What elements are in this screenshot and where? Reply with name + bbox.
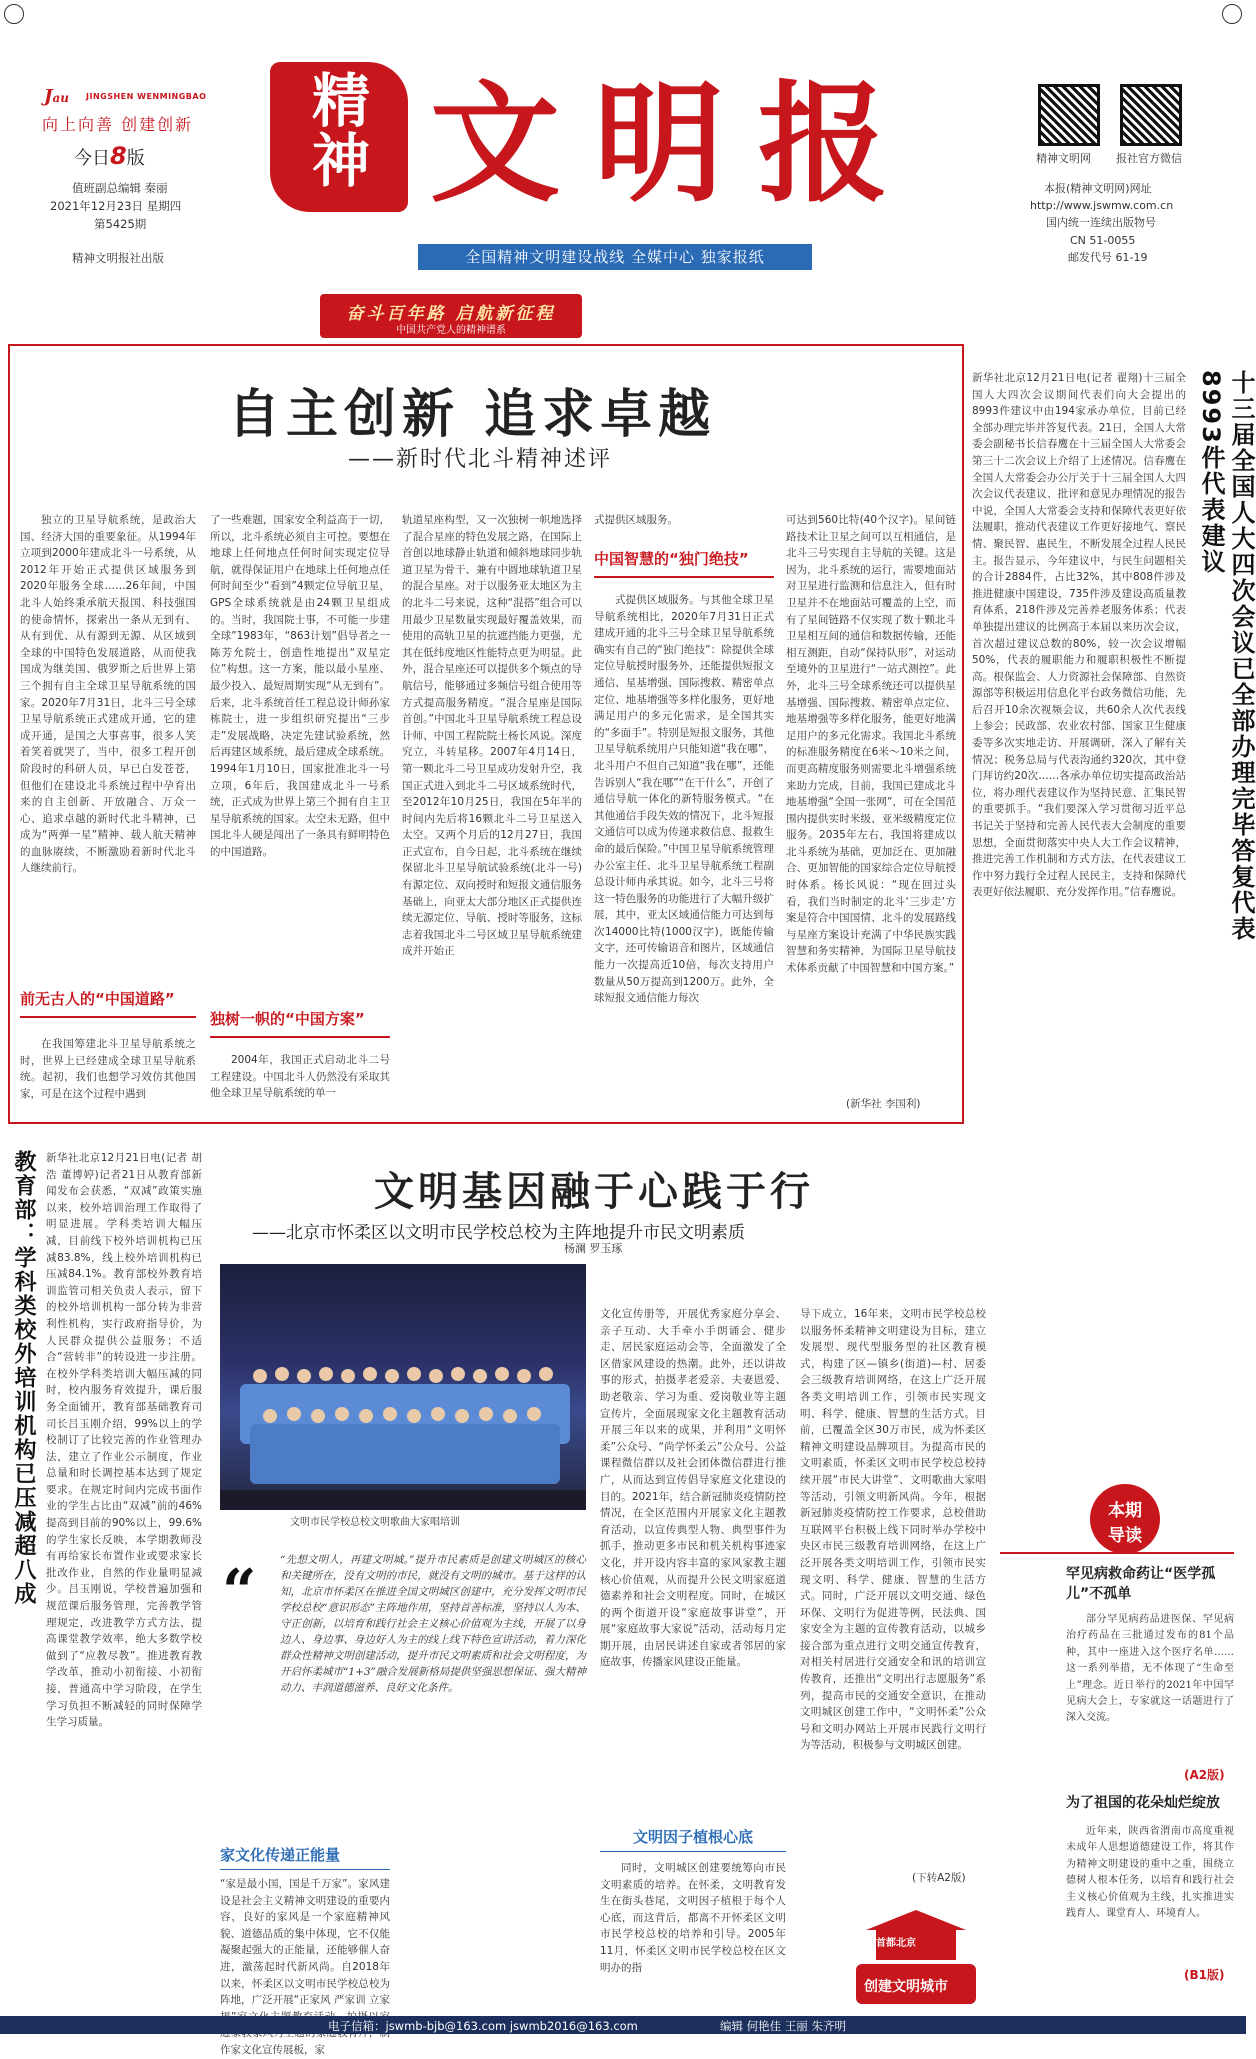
left-story-body bbox=[46, 1150, 202, 1990]
lead-title: 自主创新 追求卓越 bbox=[228, 384, 717, 445]
brand-pinyin: JINGSHEN WENMINGBAO bbox=[86, 92, 207, 101]
feature-subhead-1-text: 家文化传递正能量 bbox=[220, 1846, 341, 1864]
feature-col-1-text: “家是最小国，国是千万家”。家风建设是社会主义精神文明建设的重要内容，良好的家风是一个家庭精神风貌、道德品质的集中体现，它不仅能凝聚起强大的正能量，还能够催人奋进，激荡起时代新风尚。自2018年以来，怀柔区以文明市民学校总校为阵地，广泛开展“正家风 严家训 立家 作家文化宣传展板，家 bbox=[220, 1878, 390, 2056]
logo-line2: 创建文明城市 bbox=[864, 1979, 948, 1995]
feature-subhead-2 bbox=[600, 1826, 786, 1852]
lead-col-5-text: 可达到560比特(40个汉字)。星间链路技术让卫星之间可以互相通信，是北斗三号实现自主导航的关键。这是因为，北斗系统的运行，需要地面站对卫星进行监测和信息注入，但有时卫星并不在地面站可覆盖的上空，而有了星间链路不仅实现了数十颗北斗卫星相互间的通信和数据传输，还能相互测距，自动“保持队形”，对运动至境外的卫星进行“一站式测控”。此外，北斗三号全球系统还可以提供星基增强、国际搜救、精密单点定位、地基增强等多样化服务，能更好地满足用户的多元化需求。我国北斗系统的标准服务精度在6米～10米之间，而更高精度服务则需要北斗增强系统来助力完成，目前，我国已建成北斗地基增强“全国一张网”，可在全国范围内提供实时米级、亚米级精度定位服务。2035年左右，我国将建成以北斗系统为基础，更加泛在、更加融合、更加智能的国家综合定位导航授时体系。杨长风说：“现在回过头看，我们当时制定的北斗‘三步走’方案是符合中国国情、北斗的发展路线与星座方案设计充满了中华民族实践智慧和务实精神，为国际卫星导航技术体系贡献了中国智慧和中国方案。” bbox=[786, 514, 956, 975]
feature-continue: (下转A2版) bbox=[912, 1872, 966, 1884]
site-url[interactable]: http://www.jswmw.com.cn bbox=[1030, 199, 1174, 212]
lead-subtitle: ——新时代北斗精神述评 bbox=[348, 447, 613, 472]
post-code: 邮发代号 61-19 bbox=[1068, 251, 1148, 264]
column-banner bbox=[320, 294, 582, 338]
choir-photo-illustration bbox=[220, 1264, 586, 1510]
column-banner-title: 奋斗百年路 启航新征程 bbox=[346, 304, 556, 324]
qr-code-site[interactable] bbox=[1038, 84, 1100, 146]
feature-photo-caption: 文明市民学校总校文明歌曲大家唱培训 bbox=[290, 1517, 460, 1528]
lead-col-2-text: 了一些难题，国家安全利益高于一切，所以，北斗系统必须自主可控。要想在地球上任何地点任何时间实现定位导航，就得保证用户在地球上任何地点任何时间至少“看到”4颗定位导航卫星，GPS全球系统就是由24颗卫星组成的。当时，我国院士事，不可能一步建全球”1983年，“863计划”倡导者之一陈芳允院士，创造性地提出“双星定位”构想。这一方案，能以最小星座、最少投入、最短周期实现“从无到有”。后来，北斗系统首任工程总设计师孙家栋院士，进一步组织研究提出“三步走”发展战略，决定先建试验系统，然后再建区域系统，最后建成全球系统。1994年1月10日，国家批准北斗一号立项，6年后，我国建成北斗一号系统，正式成为世界上第三个拥有自主卫星导航系统的国家。太空未无路，但中国北斗人硬是闯出了一条具有鲜明特色的中国道路。 bbox=[210, 514, 390, 858]
lead-col-2b bbox=[210, 1052, 390, 1116]
feature-subhead-1 bbox=[220, 1844, 390, 1870]
feature-quote-text: “先想文明人，再建文明城。”提升市民素质是创建文明城区的核心和关键所在，没有文明的市民，就没有文明的城市。基于这样的认知，北京市怀柔区在推进全国文明城区创建中，充分发挥文明市民学校总校“意识形态”主阵地作用，坚持首善标准，坚持以人为本、守正创新，以培育和践行社会主义核心价值观为主线，开展了以身边人、身边事、身边好人为主的线上线下特色宣讲活动，着力深化群众性精神文明创建活动，提升市民文明素质和社会文明程度，为开启怀柔城市“1+3”融合发展新格局提供坚强思想保证、强大精神动力、丰润道德滋养、良好文化条件。 bbox=[280, 1554, 586, 1694]
footer-editor: 编辑 何艳佳 王丽 朱齐明 bbox=[720, 2019, 846, 2033]
lead-subhead-1-text: 前无古人的“中国道路” bbox=[20, 990, 175, 1008]
lead-subhead-2 bbox=[210, 1008, 390, 1038]
lead-col-3-text: 轨道星座构型，又一次独树一帜地选择了混合星座的特色发展之路，在国际上首创以地球静止轨道和倾斜地球同步轨道卫星为骨干、兼有中圆地球轨道卫星的混合星座。对于以服务亚太地区为主的北斗二号来说，这种“混搭”组合可以用最少卫星数量实现最好覆盖效果，而使用的高轨卫星的抗遮挡能力更强，尤其在低纬度地区性能特点更为明显。此外，混合星座还可以提供多个频点的导航信号，能够通过多频信号组合使用等方式提高服务精度。“混合星座是国际首创。”中国北斗卫星导航系统工程总设计师、中国工程院院士杨长风说。深度究立，斗转星移。2007年4月14日，第一颗北斗二号卫星成功发射升空，我国正式进入到北斗二号区域系统时代，至2012年10月25日，我国在5年半的时间内先后将16颗北斗二号卫星送入太空。又两个月后的12月27日，我国正式宣布，自今日起，北斗系统在继续保留北斗卫星导航试验系统(北斗一号)有源定位、双向授时和短报文通信服务基础上，向亚太大部分地区正式提供连续无源定位、导航、授时等服务，这标志着我国北斗二号区域卫星导航系统建成并开始正 bbox=[402, 514, 582, 958]
guide-item-2-page[interactable]: (B1版) bbox=[1184, 1968, 1225, 1982]
banner-text: 全国精神文明建设战线 全媒中心 独家报纸 bbox=[465, 248, 765, 266]
feature-col-2 bbox=[600, 1306, 786, 1820]
logo-line1: 首都北京 bbox=[876, 1938, 916, 1949]
quote-mark-icon: “ bbox=[222, 1557, 257, 1627]
masthead-banner bbox=[418, 244, 812, 270]
publisher: 精神文明报社出版 bbox=[72, 251, 164, 265]
feature-col-1 bbox=[220, 1876, 390, 2056]
issue-date: 2021年12月23日 星期四 bbox=[50, 199, 182, 213]
guide-badge-line2: 导读 bbox=[1108, 1526, 1142, 1546]
right-story-title: 十三届全国人大四次会议已全部办理完毕答复代表8993件代表建议 bbox=[1197, 370, 1255, 942]
qr-label-site: 精神文明网 bbox=[1036, 152, 1091, 165]
feature-authors: 杨澜 罗玉琢 bbox=[564, 1242, 623, 1255]
site-line1: 本报(精神文明网)网址 bbox=[1044, 182, 1152, 195]
left-story-text: 新华社北京12月21日电(记者 胡浩 董博婷)记者21日从教育部新闻发布会获悉，“双减”政策实施以来，校外培训治理工作取得了明显进展。学科类培训大幅压减，目前线下校外培训机构已压减83.8%，线上校外培训机构已压减84.1%。教育部校外教育培训监管司相关负责人表示，留下的校外培训机构一部分转为非营利性机构，实行政府指导价，为人民群众提供公益服务；不适合“营转非”的转设进一步注册。在校外学科类培训大幅压减的同时，校内服务育效提升，课后服务全面铺开，教育部基础教育司司长吕玉刚介绍，99%以上的学校制订了比较完善的作业管理办法，建立了作业公示制度，作业总量和时长调控基本达到了规定要求。在规定时间内完成书面作业的学生占比由“双减”前的46%提高到目前的90%以上，99.6%的学生家长反映，本学期教师没有再给家长布置作业或要求家长批改作业，自然的作业量明显减少。吕玉刚说，学校普遍加强和规范课后服务管理，完善教学管理规定，改进教学方式方法，提高课堂教学效率，绝大多数学校做到了“应教尽教”。推进教育教学改革，推动小初衔接、小初衔接，普通高中学习阶段，在学生学习负担不断减轻的同时保障学生学习质量。 bbox=[46, 1152, 202, 1729]
feature-subhead-2-text: 文明因子植根心底 bbox=[632, 1828, 753, 1846]
slogan: 向上向善 创建创新 bbox=[42, 115, 194, 134]
masthead-title-big: 文明报 bbox=[430, 67, 923, 220]
guide-item-1-page[interactable]: (A2版) bbox=[1184, 1768, 1225, 1782]
feature-photo bbox=[220, 1264, 586, 1510]
editor-line: 值班副总编辑 秦丽 bbox=[72, 181, 168, 195]
registration-mark-top-left bbox=[4, 4, 24, 24]
today-pages: 今日8版 bbox=[74, 142, 145, 170]
lead-col-3 bbox=[402, 512, 582, 1114]
lead-col-2b-text: 2004年，我国正式启动北斗二号工程建设。中国北斗人仍然没有采取其他全球卫星导航系统的单一 bbox=[210, 1054, 390, 1100]
feature-col-1-top bbox=[396, 1818, 398, 1828]
lead-col-1b-text: 在我国筹建北斗卫星导航系统之时，世界上已经建成全球卫星导航系统。起初，我们也想学习效仿其他国家，可是在这个过程中遇到 bbox=[20, 1038, 196, 1100]
guide-item-1-body: 部分罕见病药品进医保、罕见病治疗药品在三批通过发布的81个品种，其中一座进入这个医疗名单……这一系列举措，无不体现了“生命至上”理念。近日举行的2021年中国罕见病大会上，专家就这一话题进行了深入交流。 bbox=[1066, 1614, 1234, 1724]
lead-col-1-text: 独立的卫星导航系统，是政治大国、经济大国的重要象征。从1994年立项到2000年建成北斗一号系统，从2012年开始正式提供区域服务到2020年服务全球……26年间，中国北斗人始终秉承航天报国、科技强国的使命情怀，探索出一条从无到有、从有到优、从有源到无源、从区域到全球的中国特色发展道路，从而使我国成为继美国、俄罗斯之后世界上第三个拥有自主全球卫星导航系统的国家。2020年7月31日，北斗三号全球卫星导航系统正式建成开通，它的建成开通，是国之大事喜事，很多人笑着笑着就哭了，当中，很多工程开创阶段时的科研人员，早已白发苍苍，但他们在建设北斗系统过程中孕育出来的自主创新、开放融合、万众一心、追求卓越的新时代北斗精神，已成为“两弹一星”精神、载人航天精神的血脉赓续，不断激励着新时代北斗人继续前行。 bbox=[20, 514, 196, 875]
lead-credit: (新华社 李国利) bbox=[846, 1098, 921, 1110]
lead-col-5 bbox=[786, 512, 956, 1092]
lead-col-2 bbox=[210, 512, 390, 1002]
qr-code-wechat[interactable] bbox=[1120, 84, 1182, 146]
lead-subhead-3 bbox=[594, 548, 774, 578]
lead-subhead-2-text: 独树一帜的“中国方案” bbox=[210, 1010, 365, 1028]
lead-subhead-1 bbox=[20, 988, 196, 1018]
site-line2: 国内统一连续出版物号 bbox=[1046, 216, 1156, 229]
right-story-body bbox=[972, 370, 1186, 1310]
lead-col-4-lead: 式提供区域服务。 bbox=[594, 514, 678, 526]
guide-item-1 bbox=[1066, 1612, 1234, 1762]
lead-col-4 bbox=[594, 592, 774, 1114]
left-story-title: 教育部：学科类校外培训机构已压减超八成 bbox=[11, 1150, 36, 1606]
lead-col-1b bbox=[20, 1036, 196, 1114]
lead-col-4a bbox=[594, 512, 774, 532]
guide-item-2-body: 近年来，陕西省渭南市高度重视未成年人思想道德建设工作，将其作为精神文明建设的重中之重，围绕立德树人根本任务，以培育和践行社会主义核心价值观为主线，扎实推进实践育人、课堂育人、环境育人。 bbox=[1066, 1826, 1234, 1920]
cn-number: CN 51-0055 bbox=[1070, 234, 1136, 247]
masthead-title-small: 精神 bbox=[302, 70, 370, 190]
lead-subhead-3-text: 中国智慧的“独门绝技” bbox=[594, 550, 749, 568]
feature-col-2-text: 文化宣传册等，开展优秀家庭分享会、亲子互动、大手牵小手朗诵会、健步走、居民家庭运动会等，全面激发了全区借家风建设的热潮。此外，还以讲故事的形式，拍摄孝老爱亲、夫妻恩爱、助老敬亲、学习为重、爱岗敬业等主题宣传片，全面展现家文化主题教育活动开展三年以来的成果，并利用“文明怀柔”公众号、“尚学怀柔云”公众号、公益课程微信群以及社会团体微信群进行推广，从而达到宣传倡导家庭文化建设的目的。2021年，结合新冠肺炎疫情防控情况，在全区范围内开展家文化主题教育活动，以宣传典型人物、典型事件为抓手，推动更多市民和机关机构事迹家文化，并开设内容丰富的家风家教主题核心价值观，从而提升公民文明家庭道德素养和社会文明程度。同时，在城区的两个街道开设“家庭故事讲堂”，开展“家庭故事大家说”活动，活动每月定期开展，由居民讲述自家或者邻居的家庭故事，传播家风建设正能量。 bbox=[600, 1308, 786, 1669]
brand-logo: Jau bbox=[44, 86, 70, 107]
column-banner-subtitle: 中国共产党人的精神谱系 bbox=[396, 325, 506, 336]
guide-divider bbox=[1000, 1552, 1234, 1554]
guide-item-1-title[interactable]: 罕见病救命药让“医学孤儿”不孤单 bbox=[1066, 1566, 1216, 1602]
guide-item-2 bbox=[1066, 1824, 1234, 1958]
lead-col-1 bbox=[20, 512, 196, 982]
feature-quote bbox=[280, 1552, 586, 1812]
guide-badge bbox=[1090, 1484, 1160, 1554]
issue-number: 第5425期 bbox=[94, 217, 147, 231]
guide-item-2-title[interactable]: 为了祖国的花朵灿烂绽放 bbox=[1066, 1795, 1220, 1811]
civilized-city-logo bbox=[846, 1900, 986, 2010]
right-story-text: 新华社北京12月21日电(记者 翟翔)十三届全国人大四次会议期间代表们向大会提出的8993件建议中由194家承办单位，目前已经全部办理完毕并答复代表。21日，全国人大常委会副秘书长信春鹰在十三届全国人大常委会第三十二次会议上介绍了上述情况。信春鹰在全国人大常委会办公厅关于十三届全国人大四次会议代表建议、批评和意见办理情况的报告中说，全国人大常委会支持和保障代表更好依法履职，推动代表建议工作更好接地气、察民情、聚民智、惠民生，不断发展全过程人民民主。报告显示，今年建议中，与民生问题相关的合计2884件，占比32%，其中808件涉及推进健康中国建设，735件涉及建设高质量教育体系，218件涉及完善养老服务体系；代表单独提出建议的比例高于本届以来历次会议，首次超过建议总数的80%，较一次会议增幅50%，代表的履职能力和履职积极性不断提高。根保监会、人力资源社会保障部、自然资源部等积极运用信息化平台政务微信功能，先后召开10余次视频会议，共60余人次代表线上参会；民政部、农业农村部、国家卫生健康委等多次实地走访、开展调研，深入了解有关情况；税务总局与代表沟通约320次，其中登门拜访约20次……各承办单位切实提高政治站位，将办理代表建议作为坚持民意、汇集民智的重要抓手。“我们要深入学习贯彻习近平总书记关于坚持和完善人民代表大会制度的重要思想，全面贯彻落实中央人大工作会议精神，推进完善工作机制和方式方法，在代表建议工作中努力践行全过程人民民主，支持和保障代表更好依法履职、充分发挥作用。”信春鹰说。 bbox=[972, 372, 1186, 899]
feature-col-2b bbox=[600, 1860, 786, 2014]
feature-subtitle: ——北京市怀柔区以文明市民学校总校为主阵地提升市民文明素质 bbox=[252, 1223, 745, 1243]
guide-badge-line1: 本期 bbox=[1108, 1501, 1142, 1521]
feature-title: 文明基因融于心践于行 bbox=[374, 1168, 814, 1215]
feature-col-2b-text: 同时，文明城区创建要统筹向市民文明素质的培养。在怀柔，文明教育发生在街头巷尾，文明因子植根于每个人心底，而这背后，都离不开怀柔区文明市民学校总校的培养和引导。2005年11月，怀柔区文明市民学校总校在区文明办的指 bbox=[600, 1862, 786, 1974]
feature-col-3-text: 导下成立，16年来，文明市民学校总校以服务怀柔精神文明建设为目标，建立发展型、现代型服务型的社区教育模式，构建了区—镇乡(街道)—村、居委会三级教育培训网络，在这上广泛开展各类文明培训工作，引领市民实现文明、科学、健康、智慧的生活方式。目前，已覆盖全区30万市民，成为怀柔区精神文明建设品牌项目。为提高市民的文明素质，怀柔区文明市民学校总校持续开展“市民大讲堂”、文明歌曲大家唱等活动，引领文明新风尚。今年，根据新冠肺炎疫情防控工作要求，总校借助互联网平台积极上线下同时举办学校中央区市民三级教育培训网络，在这上广泛开展各类文明培训工作，引领市民实现文明、科学、健康、智慧的生活方式。同时，广泛开展以文明交通、绿色环保、文明行为促进等例，民法典、国家安全为主题的宣传教育活动，以城乡接合部为重点进行文明交通宣传教育，对相关村居进行交通安全和讯的培训宣传教育，还推出“文明出行志愿服务”系列，提高市民的交通安全意识，在推动文明城区创建工作中，“文明怀柔”公众号和文明办网站上开展市民践行文明行为等活动，积极参与文明城区创建。 bbox=[800, 1308, 986, 1752]
lead-col-4-text: 式提供区域服务。与其他全球卫星导航系统相比，2020年7月31日正式建成开通的北斗三号全球卫星导航系统确实有自己的“独门绝技”：除提供全球定位导航授时服务外，还能提供短报文通信、星基增强、国际搜救、精密单点定位、地基增强等多样化服务，更好地满足用户的多元化需求，是全国其实的“多面手”。特别是短报文服务，其他卫星导航系统用户只能知道“我在哪”，北斗用户不但自己知道“我在哪”，还能告诉别人“我在哪”“在干什么”，开创了通信导航一体化的新特服务模式。“在其他通信手段失效的情况下，北斗短报文通信可以成为传递求救信息、报救生命的最后保险。”中国卫星导航系统管理办公室主任、北斗卫星导航系统工程副总设计师冉承其说。如今，北斗三号将这一特色服务的功能进行了大幅升级扩展，其中，亚太区域通信能力可达到每次14000比特(1000汉字)，既能传输文字，还可传输语音和图片，区域通信能力一次提高近10倍，每次支持用户数量从50万提高到1200万。此外，全球短报文通信能力每次 bbox=[594, 594, 774, 1005]
masthead bbox=[0, 0, 1246, 300]
registration-mark-top-right bbox=[1222, 4, 1242, 24]
footer-email: 电子信箱：jswmb-bjb@163.com jswmb2016@163.com bbox=[328, 2019, 638, 2033]
qr-label-wechat: 报社官方微信 bbox=[1116, 152, 1182, 165]
feature-col-3 bbox=[800, 1306, 986, 1882]
